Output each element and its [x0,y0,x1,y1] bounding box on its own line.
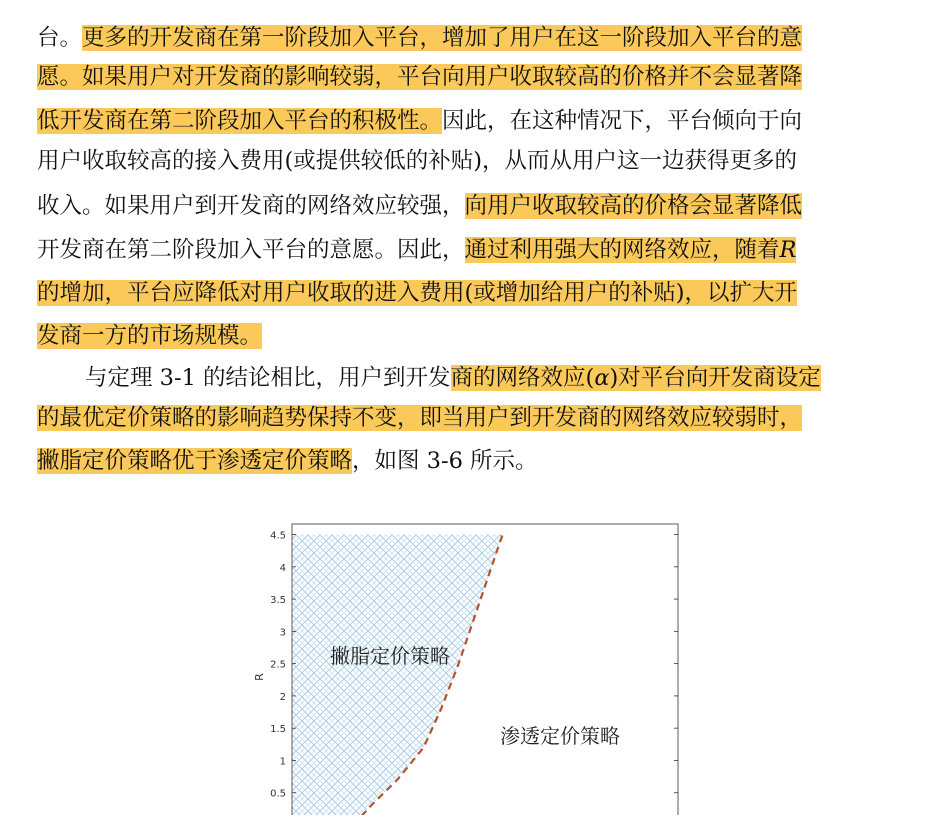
highlight: 商的网络效应(α)对平台向开发商设定 [450,365,821,391]
highlight: 通过利用强大的网络效应，随着R [464,237,797,263]
text-line-9: 与定理 3-1 的结论相比，用户到开发商的网络效应(α)对平台向开发商设定 [85,365,821,391]
y-axis-label: R [253,673,266,681]
region-label-skimming: 撇脂定价策略 [330,644,450,668]
y-tick-label: 3.5 [270,595,286,607]
y-tick-label: 2 [279,691,286,703]
text-line-7 [37,275,797,311]
text-line-4: 用户收取较高的接入费用(或提供较低的补贴)，从而从用户这一边获得更多的 [37,148,798,174]
text-line-10 [37,400,802,436]
y-tick-label: 4.5 [270,530,286,542]
highlight: 的增加，平台应降低对用户收取的进入费用(或增加给用户的补贴)，以扩大开 [37,280,798,306]
y-tick-label: 3 [279,627,286,639]
text-line-1: 台。更多的开发商在第一阶段加入平台，增加了用户在这一阶段加入平台的意 [37,25,803,51]
highlight: 撇脂定价策略优于渗透定价策略 [37,448,353,474]
region-label-penetration: 渗透定价策略 [500,724,620,748]
text-line-2 [37,59,802,95]
text-line-3: 低开发商在第二阶段加入平台的积极性。因此，在这种情况下，平台倾向于向 [37,108,803,134]
highlight: 的最优定价策略的影响趋势保持不变，即当用户到开发商的网络效应较弱时， [37,405,803,431]
text-line-8 [37,318,262,354]
text-line-5: 收入。如果用户到开发商的网络效应较强，向用户收取较高的价格会显著降低 [37,193,803,219]
text-line-11: 撇脂定价策略优于渗透定价策略，如图 3-6 所示。 [37,448,538,474]
y-tick-label: 2.5 [270,659,286,671]
figure-3-6 [230,505,700,815]
highlight: 低开发商在第二阶段加入平台的积极性。 [37,108,443,134]
highlight: 发商一方的市场规模。 [37,323,263,349]
region-chart [230,505,700,815]
y-tick-label: 1.5 [270,724,286,736]
y-tick-label: 1 [279,756,286,768]
region-skimming [292,535,503,815]
y-tick-label: 4 [279,562,286,574]
highlight: 向用户收取较高的价格会显著降低 [464,193,803,219]
text-line-6: 开发商在第二阶段加入平台的意愿。因此，通过利用强大的网络效应，随着R [37,237,797,263]
y-tick-label: 0.5 [270,788,286,800]
highlight: 愿。如果用户对开发商的影响较弱，平台向用户收取较高的价格并不会显著降 [37,64,803,90]
highlight: 更多的开发商在第一阶段加入平台，增加了用户在这一阶段加入平台的意 [82,25,803,51]
